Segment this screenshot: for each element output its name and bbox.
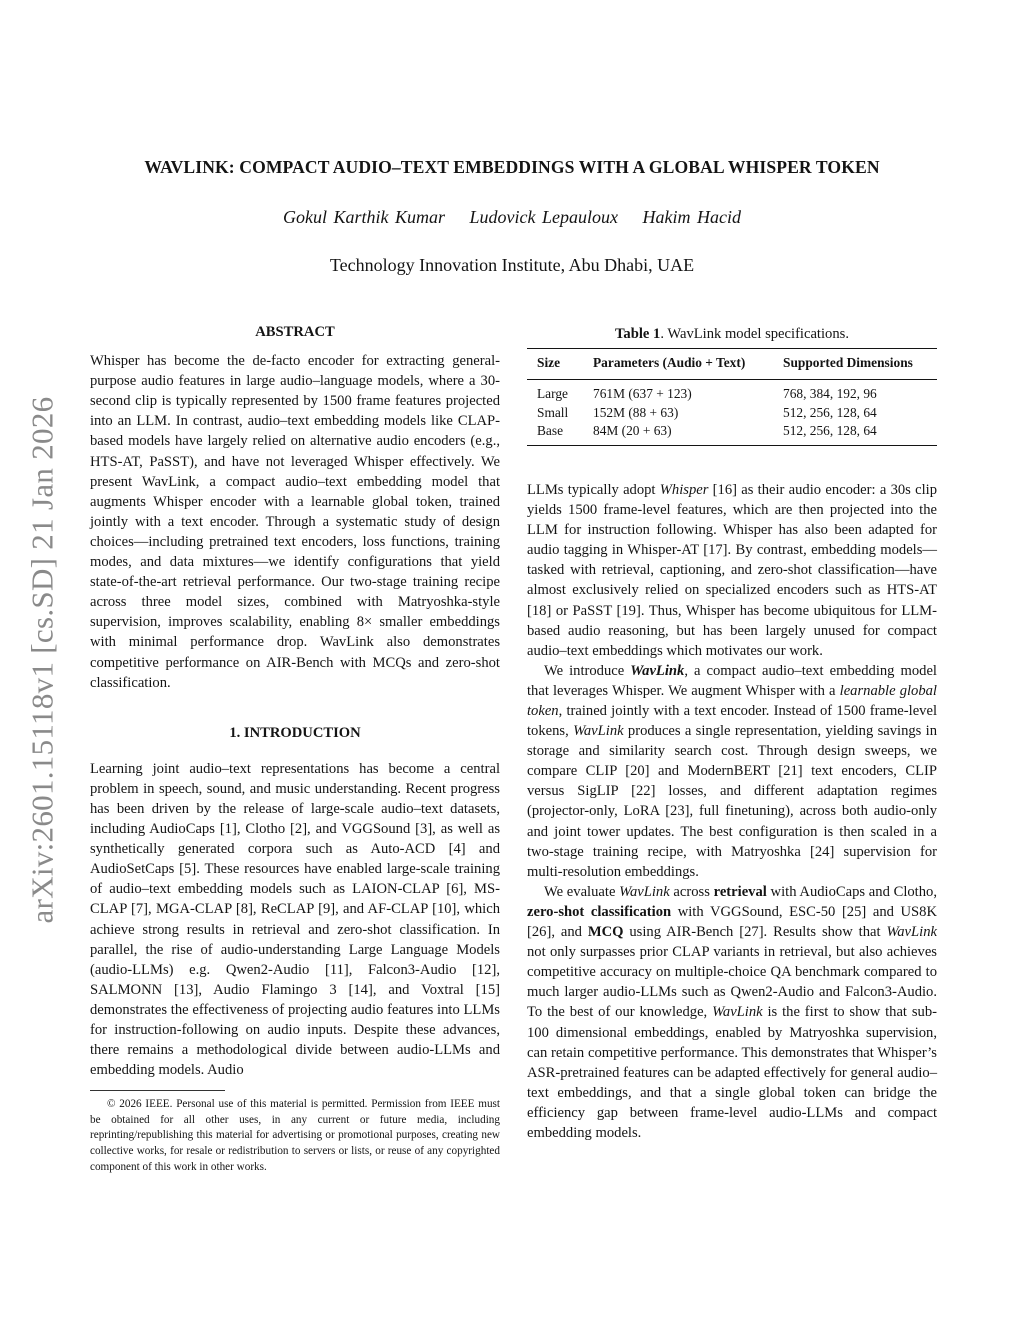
intro-heading: 1. INTRODUCTION: [229, 724, 361, 741]
table-cell: 761M (637 + 123): [593, 386, 692, 402]
arxiv-stamp-text: arXiv:2601.15118v1 [cs.SD] 21 Jan 2026: [24, 396, 59, 924]
table-cell: 512, 256, 128, 64: [783, 423, 877, 439]
author-2: Ludovick Lepauloux: [469, 207, 618, 227]
text-run-italic: WavLink: [619, 883, 670, 900]
table-cell: Small: [537, 404, 569, 420]
table-caption: [527, 324, 937, 344]
author-3: Hakim Hacid: [642, 207, 741, 227]
table-cell: Base: [537, 423, 564, 439]
author-1: Gokul Karthik Kumar: [283, 207, 446, 227]
text-run-bold: zero-shot classification: [527, 903, 672, 920]
text-run: [16] as their audio encoder: a 30s clip yields 1500 frame-level features, which are then projected into the LLM for instruction following. Whisper has also been adapted for audio tagging in Whisper-AT [17]. By contrast, embedding models—tasked with retrieval, captioning, and zero-shot classification—have almost exclusively relied on specialized encoders such as HTS-AT [18] or PaSST [19]. Thus, Whisper has become ubiquitous for LLM-based audio reasoning, but has been largely unused for compact audio–text embeddings which motivates our work.: [527, 481, 937, 659]
text-run: not only surpasses prior CLAP variants in retrieval, but also achieves competitive accuracy on multiple-choice QA benchmark compared to much larger audio-LLMs such as Qwen2-Audio and Falcon3-Audio. To the best of our knowledge,: [527, 944, 937, 1021]
text-run: across: [669, 883, 714, 900]
paper-title: WAVLINK: COMPACT AUDIO–TEXT EMBEDDINGS WITH A GLOBAL WHISPER TOKEN: [144, 157, 880, 177]
intro-paragraph-1: Learning joint audio–text representations has become a central problem in speech, sound, and music understanding. Recent progress has been driven by the release of large-scale audio–text datasets, including AudioCaps [1], Clotho [2], and VGGSound [3], as well as synthetically generated corpora such as Auto-ACD [4] and AudioSetCaps [5]. These resources have enabled large-scale training of audio–text embedding models such as LAION-CLAP [6], MS-CLAP [7], MGA-CLAP [8], ReCLAP [9], and AF-CLAP [10], which achieve strong results in retrieval and zero-shot classification. In parallel, the rise of audio-understanding Large Language Models (audio-LLMs) e.g. Qwen2-Audio [11], Falcon3-Audio [12], SALMONN [13], Audio Flamingo 3 [14], and Voxtral [15] demonstrates the effectiveness of projecting audio features into LLMs for instruction-following on audio inputs. Despite these advances, there remains a methodological divide between audio-LLMs and embedding models. Audio: [90, 760, 500, 1079]
text-run-italic: WavLink: [712, 1004, 763, 1021]
text-run: , a compact audio–text embedding model that leverages Whisper. We augment Whisper with a: [527, 662, 937, 699]
text-run-italic: WavLink: [573, 723, 624, 740]
table-row: [527, 380, 937, 404]
right-column: [527, 320, 937, 1143]
table-header-size: Size: [527, 349, 593, 380]
text-run: produces a single representation, yielding savings in storage and similarity search cost. Through design sweeps, we compare CLIP [20] and ModernBERT [21] text encoders, CLIP versus SigLIP [22] losses, and different adaptation regimes (projector-only, LoRA [23], full finetuning), across both audio-only and joint tower updates. The best configuration is then scaled in a two-stage training recipe, with Matryoshka [24] supervision for multi-resolution embeddings.: [527, 723, 938, 880]
table-cell: 512, 256, 128, 64: [783, 404, 877, 420]
text-run: using AIR-Bench [27]. Results show that: [623, 924, 887, 941]
abstract-text: Whisper has become the de-facto encoder for extracting general-purpose audio features in large audio–language models, where a 30-second clip is typically represented by 1500 frame features projected into an LLM. In contrast, audio–text embedding models like CLAP-based models have largely relied on alternative audio encoders (e.g., HTS-AT, PaSST), and have not leveraged Whisper effectively. We present WavLink, a compact audio–text embedding model that augments Whisper encoder with a learnable global token, trained jointly with a text encoder. Through a systematic study of design choices—including pretrained text encoders, loss functions, training modes, and data mixtures—we identify configurations that yield state-of-the-art retrieval performance. Our two-stage training recipe across three model sizes, combined with Matryoshka-style supervision, improves scalability, enabling 8× smaller embeddings with minimal performance drop. WavLink also demonstrates competitive performance on AIR-Bench with MCQs and zero-shot classification.: [90, 353, 500, 691]
table-cell: 152M (88 + 63): [593, 404, 679, 420]
left-column: [90, 320, 500, 1175]
text-run-italic: Whisper: [659, 481, 709, 498]
text-run: is the first to show that sub-100 dimensional embeddings, enabled by Matryoshka supervision, can retain competitive performance. This demonstrates that Whisper’s ASR-pretrained features can be adapted effectively for general audio–text embeddings, and that a single global token can bridge the efficiency gap between frame-level audio-LLMs and compact embedding models.: [527, 1004, 937, 1141]
text-run: with VGGSound, ESC-50 [25] and US8K [26], and: [527, 903, 937, 941]
table-cell: 84M (20 + 63): [593, 423, 672, 439]
text-run-italic: WavLink: [886, 924, 937, 941]
table-caption-label: Table 1: [615, 326, 661, 342]
text-run-bold: retrieval: [713, 883, 767, 900]
intro-paragraph-2: [527, 480, 937, 661]
text-run: We evaluate: [544, 883, 620, 900]
table-caption-text: . WavLink model specifications.: [660, 326, 849, 342]
text-run-italic: learnable global token: [527, 682, 937, 719]
table-row: [527, 422, 937, 445]
intro-paragraph-3: [527, 661, 937, 882]
table-header-params: Parameters (Audio + Text): [593, 349, 783, 380]
arxiv-stamp: [26, 360, 58, 960]
affiliation: Technology Innovation Institute, Abu Dhabi, UAE: [329, 255, 695, 275]
table-header-row: [527, 349, 937, 380]
model-spec-table: [527, 348, 937, 446]
text-run: LLMs typically adopt: [527, 481, 660, 498]
copyright-footnote: © 2026 IEEE. Personal use of this material is permitted. Permission from IEEE must be obtained for all other uses, in any current or future media, including reprinting/republishing this material for advertising or promotional purposes, creating new collective works, for resale or redistribution to servers or lists, or reuse of any copyrighted component of this work in other works.: [90, 1098, 500, 1173]
text-run: We introduce: [544, 662, 631, 679]
footnote-rule: [90, 1090, 225, 1091]
author-list: [60, 207, 964, 228]
text-run-bold: MCQ: [587, 924, 624, 941]
right-body-text: [527, 480, 937, 1143]
table-cell: 768, 384, 192, 96: [783, 386, 877, 402]
text-run: with AudioCaps and Clotho,: [766, 883, 937, 900]
text-run: , trained jointly with a text encoder. Instead of 1500 frame-level tokens,: [527, 703, 937, 740]
abstract-heading: ABSTRACT: [255, 324, 335, 340]
table-row: [527, 404, 937, 423]
table-cell: Large: [537, 386, 568, 402]
table-header-dims: Supported Dimensions: [783, 349, 937, 380]
intro-paragraph-4: [527, 882, 937, 1143]
text-run-bold-italic: WavLink: [630, 662, 685, 679]
